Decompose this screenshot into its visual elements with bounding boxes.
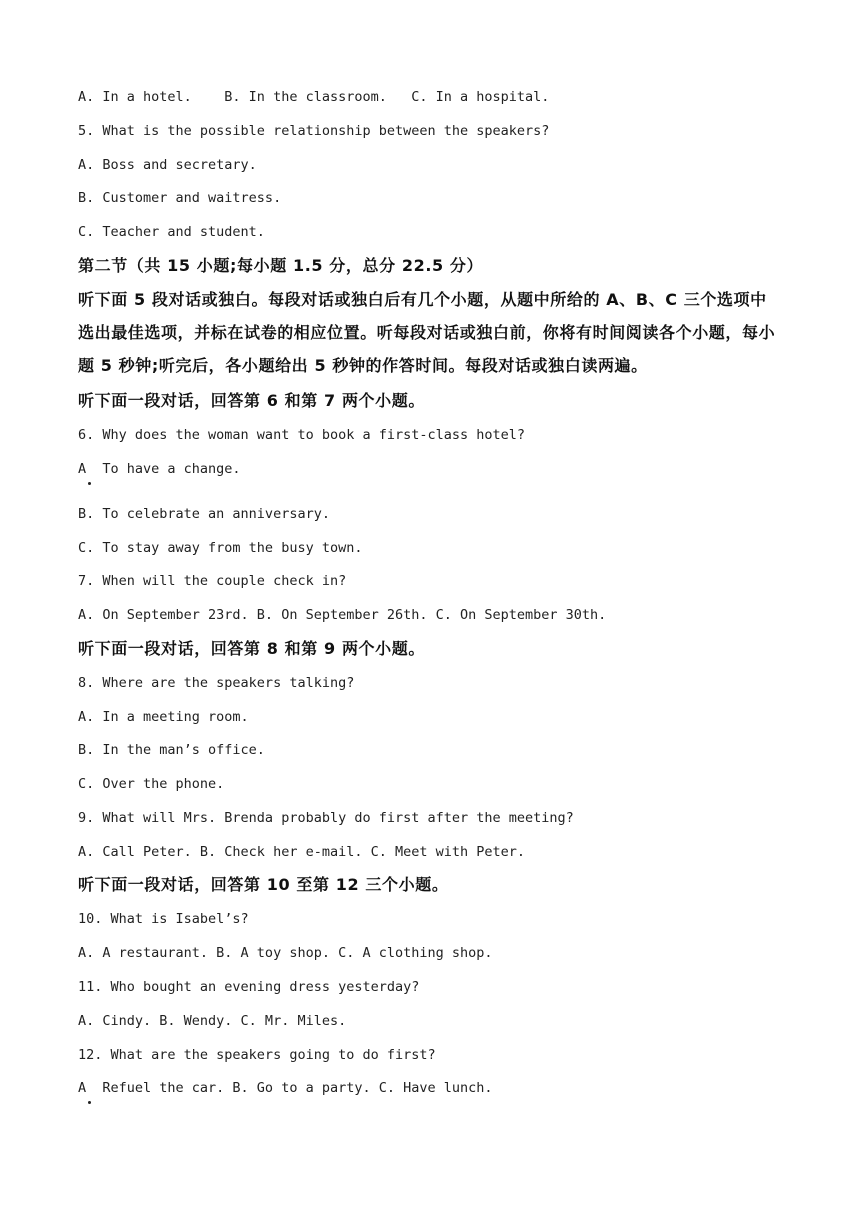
section-title: 第二节（共 15 小题;每小题 1.5 分，总分 22.5 分）	[78, 256, 484, 275]
dialogue-heading-2: 听下面一段对话，回答第 8 和第 9 两个小题。	[78, 639, 425, 658]
q7-options: A. On September 23rd. B. On September 26th. C. On September 30th.	[78, 607, 607, 623]
q12-question: 12. What are the speakers going to do first?	[78, 1047, 436, 1063]
q6-option-b: B. To celebrate an anniversary.	[78, 506, 330, 522]
q7-question: 7. When will the couple check in?	[78, 573, 347, 589]
q5-question: 5. What is the possible relationship between the speakers?	[78, 123, 550, 139]
section-instructions: 听下面 5 段对话或独白。每段对话或独白后有几个小题，从题中所给的 A、B、C 三个选项中选出最佳选项，并标在试卷的相应位置。听每段对话或独白前，你将有时间阅读各个小题，每小题 5 秒钟;听完后，各小题给出 5 秒钟的作答时间。每段对话或独白读两遍。	[78, 290, 776, 375]
dialogue-heading-1: 听下面一段对话，回答第 6 和第 7 两个小题。	[78, 391, 425, 410]
period-mark	[88, 1101, 91, 1104]
q5-option-a: A. Boss and secretary.	[78, 157, 257, 173]
q11-options: A. Cindy. B. Wendy. C. Mr. Miles.	[78, 1013, 347, 1029]
q8-question: 8. Where are the speakers talking?	[78, 675, 355, 691]
q12-options: A Refuel the car. B. Go to a party. C. Have lunch.	[78, 1080, 493, 1096]
q4-options: A. In a hotel. B. In the classroom. C. In a hospital.	[78, 89, 550, 105]
q6-option-c: C. To stay away from the busy town.	[78, 540, 363, 556]
q5-option-b: B. Customer and waitress.	[78, 190, 282, 206]
q8-option-a: A. In a meeting room.	[78, 709, 249, 725]
q9-options: A. Call Peter. B. Check her e-mail. C. Meet with Peter.	[78, 844, 526, 860]
q9-question: 9. What will Mrs. Brenda probably do first after the meeting?	[78, 810, 574, 826]
q6-option-a: A To have a change.	[78, 461, 241, 477]
q6-question: 6. Why does the woman want to book a first-class hotel?	[78, 427, 526, 443]
period-mark	[88, 482, 91, 485]
q10-options: A. A restaurant. B. A toy shop. C. A clothing shop.	[78, 945, 493, 961]
q8-option-c: C. Over the phone.	[78, 776, 225, 792]
q11-question: 11. Who bought an evening dress yesterday?	[78, 979, 420, 995]
q8-option-b: B. In the man’s office.	[78, 742, 265, 758]
dialogue-heading-3: 听下面一段对话，回答第 10 至第 12 三个小题。	[78, 875, 449, 894]
q10-question: 10. What is Isabel’s?	[78, 911, 249, 927]
q5-option-c: C. Teacher and student.	[78, 224, 265, 240]
